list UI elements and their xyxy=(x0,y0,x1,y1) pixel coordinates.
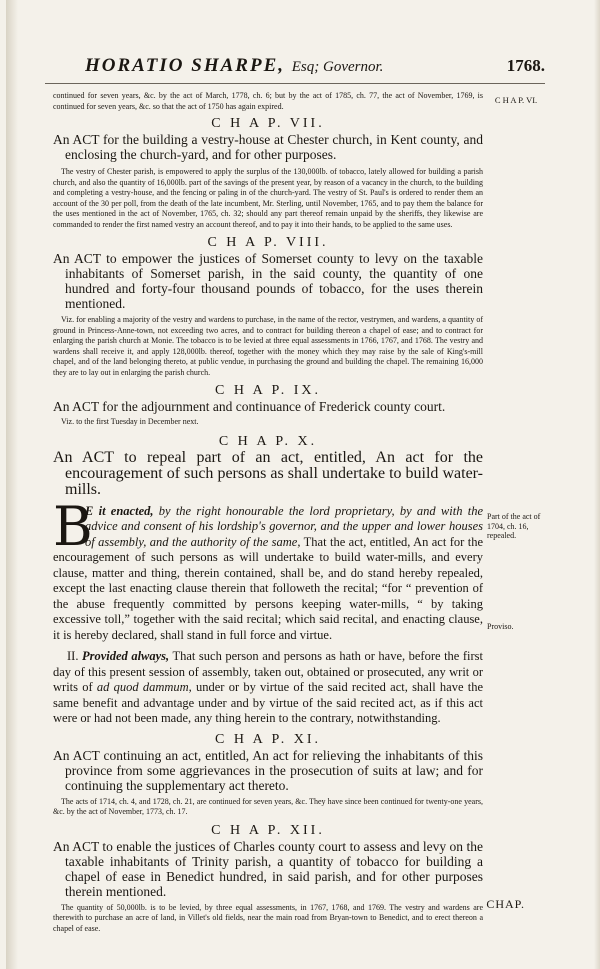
chapter-heading: C H A P. X. xyxy=(218,433,318,449)
enacting-body: That the act, entitled, An act for the encouragement of such persons as will undertake to build water-mills, and every clause, matter and thing, therein contained, shall be, and do stand hereby repealed, except the last enacting clause therein that followeth the recital; “for “ prevention of the abuse frequently committed by persons keeping water-mills, “ by taking excessive toll,” together with the said recital; which said recital, and enacting clause, it is hereby declared, shall stand in full force and virtue. xyxy=(53,534,483,642)
act-title: An ACT continuing an act, entitled, An act for relieving the inhabitants of this province from some aggrievances in the prosecution of suits at law; and for continuing the supplementary act thereto. xyxy=(53,747,483,793)
proviso-body: That such person and persons as hath or have, before the first day of this present session of assembly, taken out, obtained or prosecuted, any writ or writs of xyxy=(53,649,484,694)
page-edge-shadow-right xyxy=(594,0,600,969)
proviso-writ: ad quod dammum, xyxy=(96,680,192,694)
intro-note: continued for seven years, &c. by the act of March, 1778, ch. 6; but by the act of 1785, ch. 77, the act of November, 1769, is continued for seven years, &c. so that the act of 1750 has again expired. xyxy=(53,91,483,111)
proviso-clause xyxy=(53,649,483,727)
margin-note-proviso: Proviso. xyxy=(487,622,514,631)
enacting-clause xyxy=(53,494,483,644)
page-number: 1768. xyxy=(506,56,545,75)
running-head xyxy=(85,55,515,83)
chapter-note: The acts of 1714, ch. 4, and 1728, ch. 21, are continued for seven years, &c. They have since been continued for twenty-one years, &c. by the act of November, 1773, ch. 17. xyxy=(53,796,483,816)
proviso-opening: Provided always, xyxy=(81,649,170,663)
act-title: An ACT to repeal part of an act, entitled, An act for the encouragement of such persons as shall undertake to build water-mills. xyxy=(53,448,483,498)
chapter-heading: C H A P. VII. xyxy=(211,116,325,131)
enacting-authority: by the right honourable the lord proprietary, by and with the advice and consent of his lordship's governor, and the upper and lower houses of assembly, and the authority of the same, xyxy=(85,503,483,549)
page-edge-shadow xyxy=(6,0,18,969)
enacting-opening: E it enacted, xyxy=(85,503,154,518)
margin-note-repeal: Part of the act of 1704, ch. 16, repealed. xyxy=(487,512,541,540)
chapter-heading: C H A P. XI. xyxy=(214,731,322,747)
act-title: An ACT for the adjournment and continuance of Frederick county court. xyxy=(53,399,446,414)
chapter-heading: C H A P. IX. xyxy=(214,383,322,398)
chapter-heading: C H A P. VIII. xyxy=(207,235,329,250)
chapter-heading: C H A P. XII. xyxy=(211,822,325,838)
main-text xyxy=(53,91,483,934)
act-title: An ACT to empower the justices of Somerset county to levy on the taxable inhabitants of Somerset parish, in the said county, the quantity of one hundred and forty-four thousand pounds of tobacco, for the uses therein mentioned. xyxy=(53,251,483,311)
chapter-note: Viz. to the first Tuesday in December next. xyxy=(61,417,199,426)
running-title: HORATIO SHARPE, xyxy=(85,55,285,76)
act-title: An ACT to enable the justices of Charles county court to assess and levy on the taxable inhabitants of Trinity parish, a quantity of tobacco for building a chapel of ease in Benedict hundred, in said parish, and for other purposes therein mentioned. xyxy=(53,838,483,899)
title-suffix: Esq; Governor. xyxy=(291,59,384,75)
act-title: An ACT for the building a vestry-house at Chester church, in Kent county, and enclosing the church-yard, and for other purposes. xyxy=(53,132,483,162)
margin-note-chap-vi: C H A P. VI. xyxy=(494,95,538,105)
drop-cap: B xyxy=(53,494,93,558)
chapter-note: Viz. for enabling a majority of the vestry and wardens to purchase, in the name of the rector, vestrymen, and wardens, a quantity of ground in Princess-Anne-town, not exceeding two acres, and to contract for building thereon a chapel of ease; and to contract for enlarging the parish church at Monie. The tobacco is to be levied at three equal assessments in 1766, 1767, and 1768. The vestry and wardens shall receive it, and apply 128,000lb. thereof, together with the money which they may raise by the sale of King's-mill chapel, and of the land belonging thereto, at public vendue, in purchasing the ground and building the chapel. The remaining 16,000 they are to lay out in enlarging the parish church. xyxy=(53,315,483,377)
proviso-body-end: under or by virtue of the said recited act, shall have the same benefit and advantage under and by virtue of the said recited act, as if this act were or had not been made, any thing herein to the contrary, notwithstanding. xyxy=(53,680,483,725)
catchword: CHAP. xyxy=(486,897,525,911)
chapter-note: The quantity of 50,000lb. is to be levied, by three equal assessments, in 1767, 1768, and 1769. The vestry and wardens are therewith to purchase an acre of land, in Villet's old fields, near the main road from Bryan-town to Benedict, and to erect thereon a chapel of ease. xyxy=(53,902,483,933)
section-number: II. xyxy=(67,649,79,663)
header-rule xyxy=(45,83,545,84)
chapter-note: The vestry of Chester parish, is empowered to apply the surplus of the 130,000lb. of tobacco, lately allowed for building a parish church, and also the quantity of 16,000lb. part of the savings of the present year, by reason of a vacancy in the church, to the building and completing a vestry-house, and the fencing or paling in of the church-yard. The vestry of St. Paul's is ordered to render them an account of the 30 per poll, from the death of the late incumbent, Mr. Sterling, until November, 1765, and to pay them the balance for the uses mentioned in the act of November, 1765, ch. 32; should any part thereof remain unpaid by the sheriffs, they likewise are commanded to render the first named vestry an account thereof, and to pay it into their hands, to be applied to the same uses. xyxy=(53,167,483,229)
document-page xyxy=(45,55,545,933)
